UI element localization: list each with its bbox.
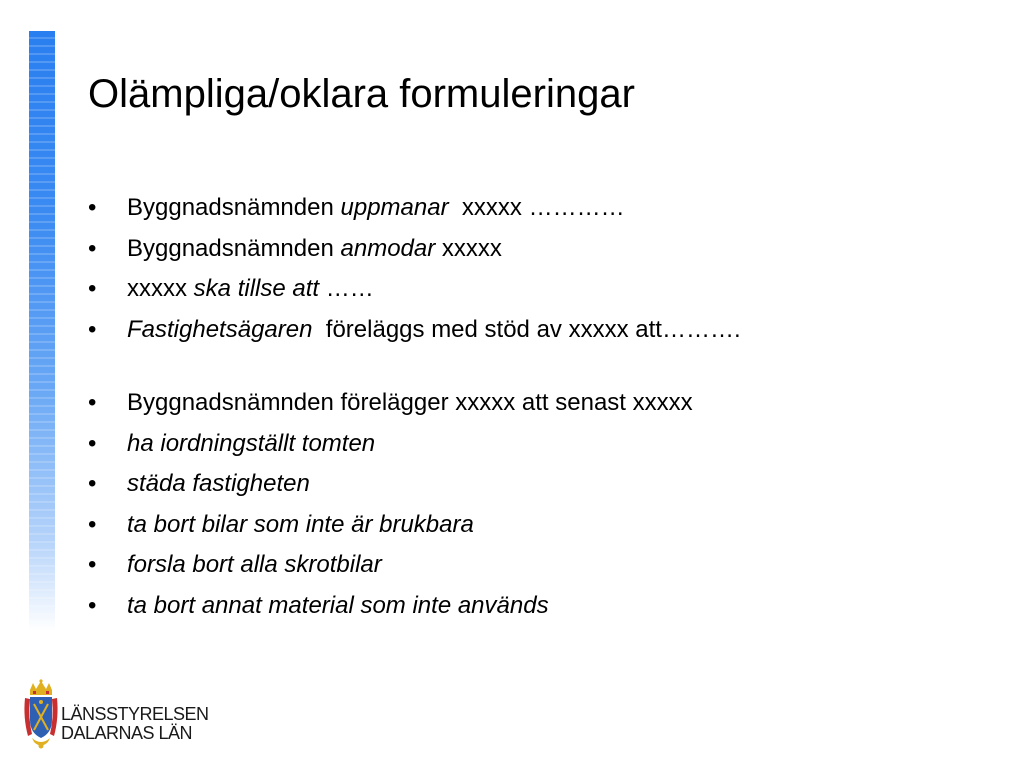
logo-line-2: DALARNAS LÄN [61,723,193,743]
bullet-text-italic: ta bort bilar som inte är brukbara [127,510,474,538]
bullet-item [88,191,741,232]
bullet-text: xxxxx ………… [448,194,625,221]
logo-text [61,705,209,743]
bullet-text-italic: forsla bort alla skrotbilar [127,551,382,578]
bullet-text: Byggnadsnämnden [127,194,341,221]
bullet-text-italic: ha iordningställt tomten [127,429,376,457]
accent-bar [29,31,55,631]
bullet-dot: • [88,551,97,578]
bullet-text-italic: Fastighetsägaren [127,315,313,343]
bullet-text: Byggnadsnämnden [127,234,341,262]
bullet-dot: • [88,510,97,538]
bullet-text-italic: anmodar [340,234,436,262]
bullet-item [88,232,741,273]
bullet-text: föreläggs med stöd av xxxxx att………. [312,315,741,343]
bullet-text-italic: ta bort annat material som inte används [127,591,549,619]
slide-title: Olämpliga/oklara formuleringar [88,72,635,116]
bullet-item [88,427,693,468]
bullet-item [88,467,693,508]
bullet-dot: • [88,194,97,221]
crown-icon [30,679,52,695]
bullet-text: …… [319,275,374,302]
bullet-text-italic: ska tillse att [193,275,320,302]
logo-line-1: LÄNSSTYRELSEN [61,704,209,724]
bullet-item [88,272,741,313]
bullet-dot: • [88,234,97,262]
bullet-text: xxxxx [435,234,502,262]
bullet-item [88,313,741,354]
bullet-dot: • [88,389,97,416]
bullet-dot: • [88,315,97,343]
bullet-text-italic: uppmanar [340,194,449,221]
bullet-dot: • [88,429,97,457]
lansstyrelsen-logo [22,678,209,752]
bullet-dot: • [88,470,97,497]
bullet-list-order [88,386,693,629]
bullet-text: xxxxx [127,275,194,302]
bullet-item [88,548,693,589]
bullet-text-italic: städa fastigheten [127,470,310,497]
bullet-dot: • [88,275,97,302]
bullet-list-phrasings [88,191,741,353]
coat-of-arms-icon [22,678,60,750]
bullet-item [88,508,693,549]
bullet-dot: • [88,591,97,619]
bullet-item [88,386,693,427]
bullet-item [88,589,693,630]
bullet-text: Byggnadsnämnden förelägger xxxxx att senast xxxxx [127,389,693,416]
